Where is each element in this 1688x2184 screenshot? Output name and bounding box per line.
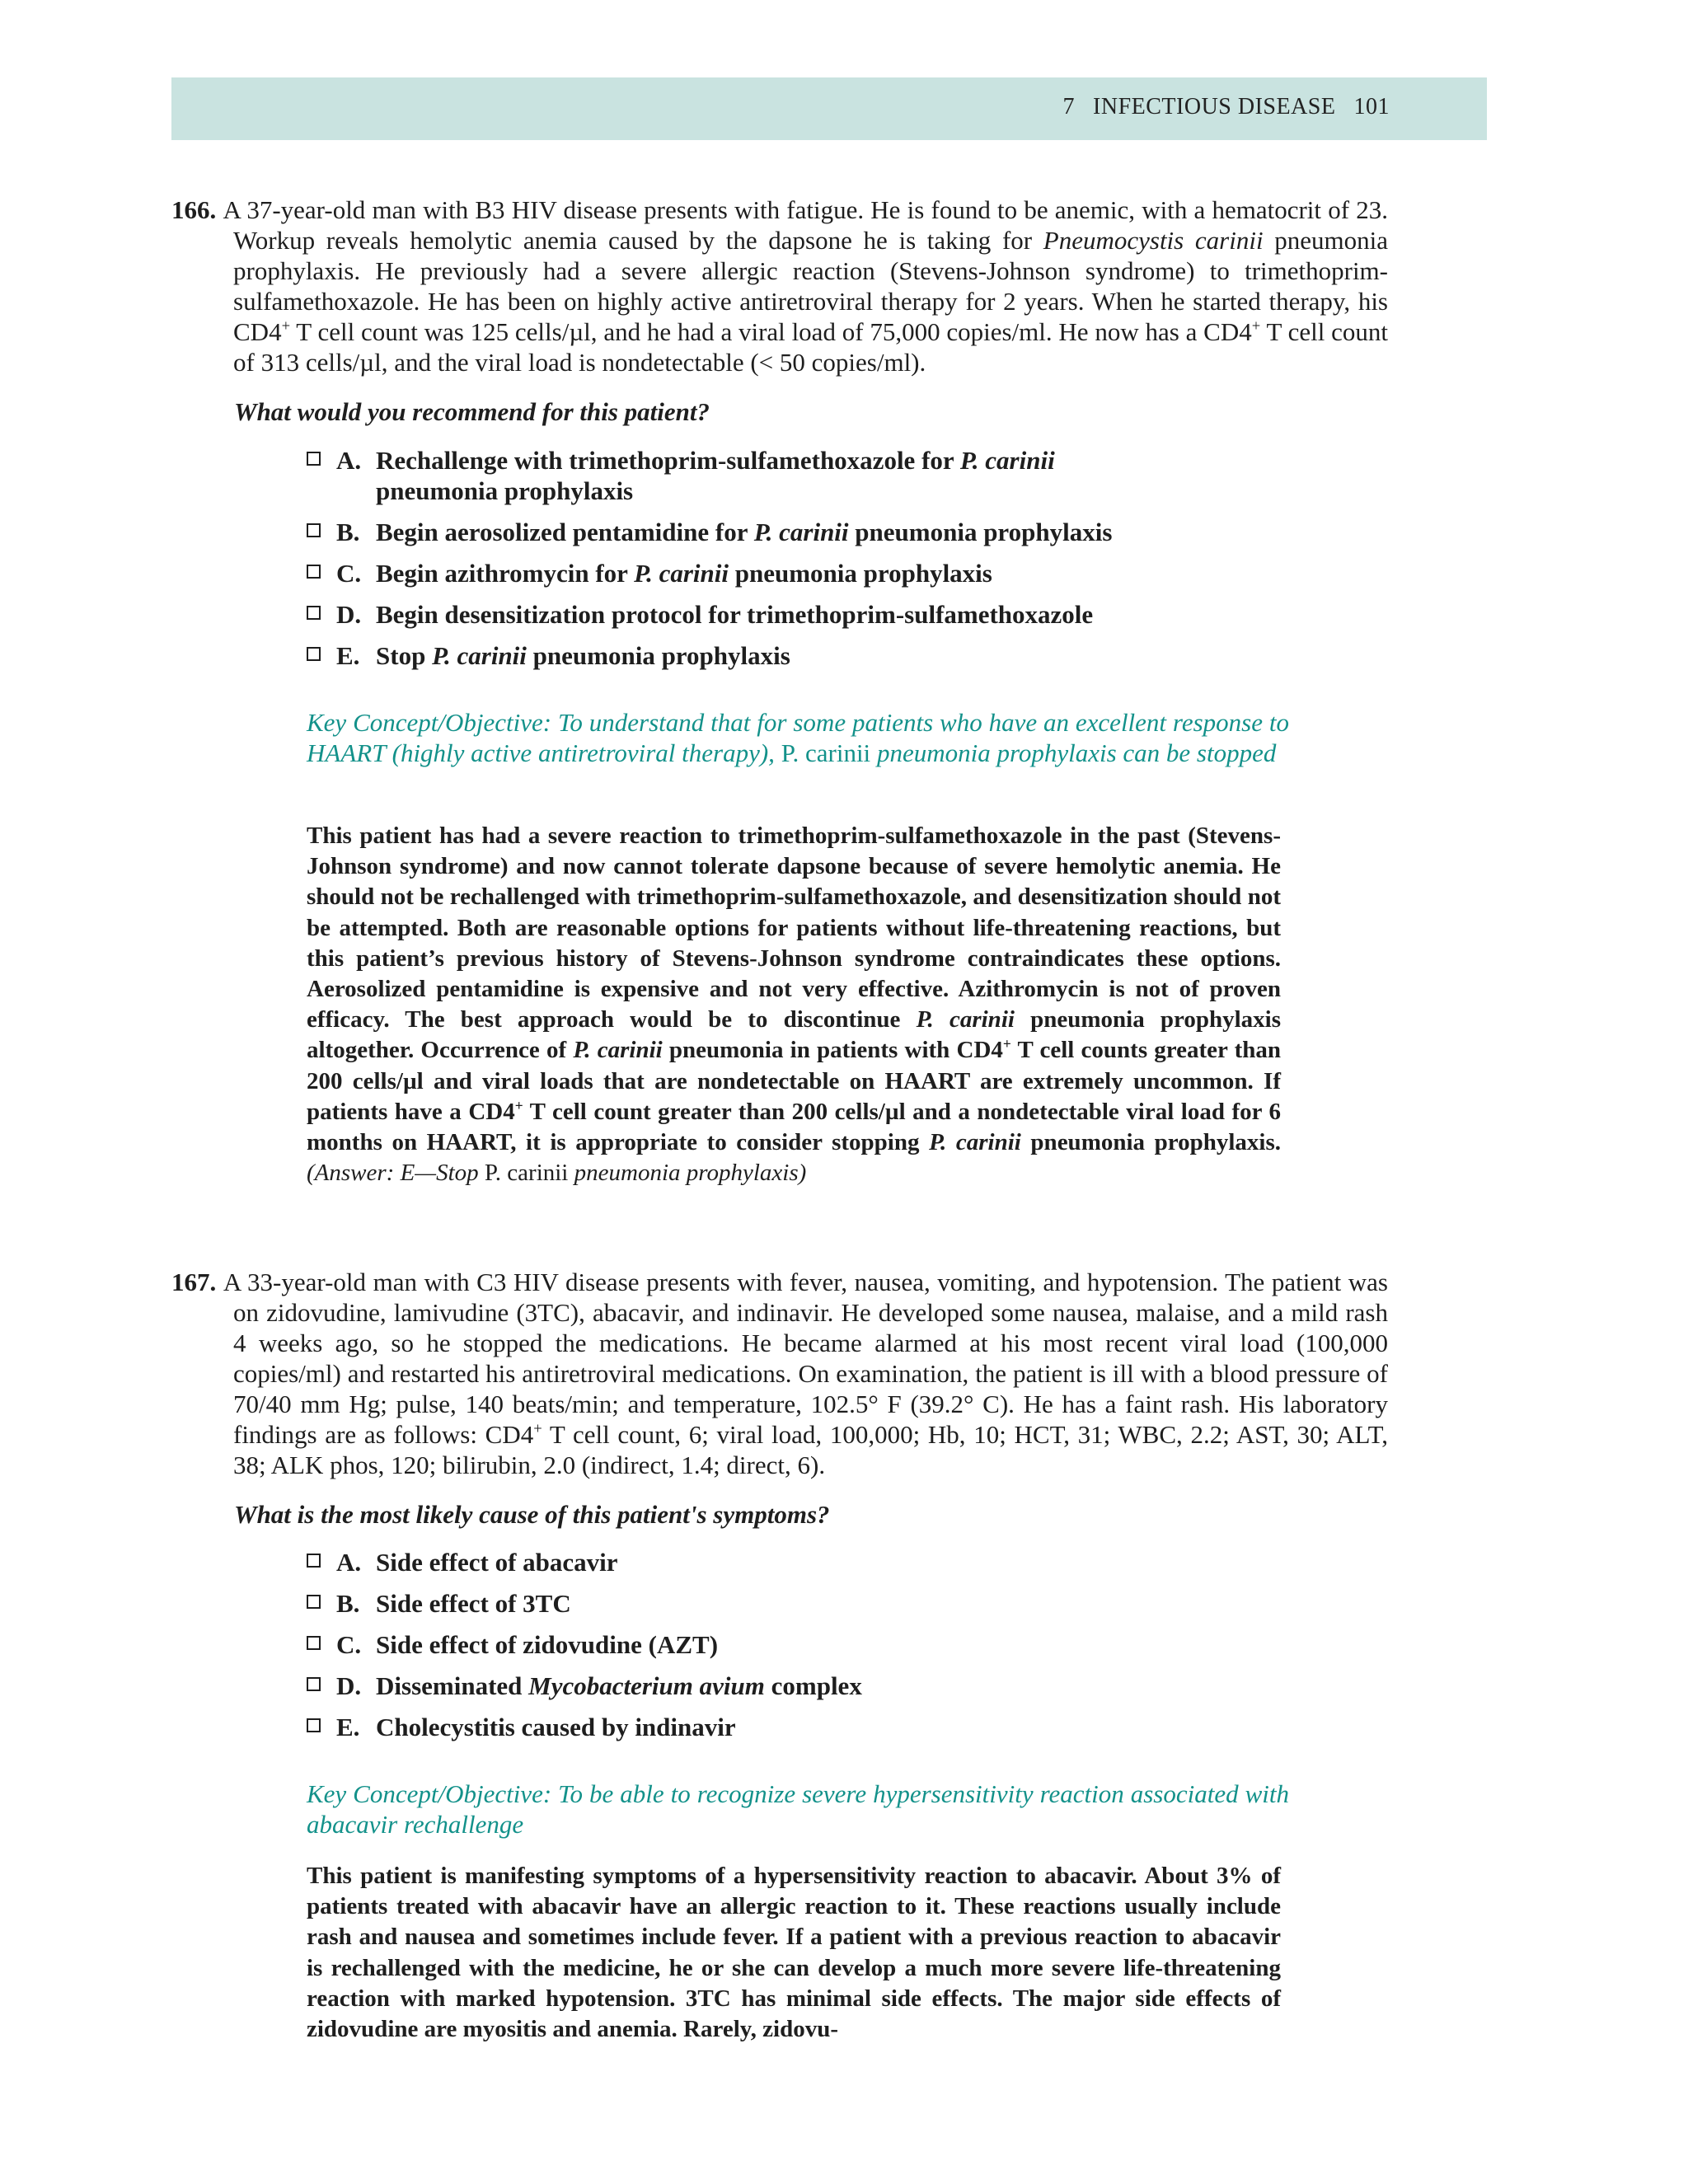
question-number: 167. xyxy=(171,1268,217,1296)
option-letter: C. xyxy=(336,1630,362,1659)
question-166-prompt: What would you recommend for this patient? xyxy=(234,397,710,426)
option-a[interactable] xyxy=(307,445,1254,506)
question-166-explanation xyxy=(307,821,1281,1188)
stem-text: A 37-year-old man with B3 HIV disease presents with fatigue. He is found to be anemic, with a hematocrit of 23. Workup reveals hemolytic anemia caused by the dapsone he is taking for xyxy=(223,195,1388,255)
stem-text: T cell count of 313 cells/µl, and the viral load is nondetectable (< 50 copies/ml). xyxy=(233,317,1388,377)
option-italic: P. carinii xyxy=(432,641,527,670)
option-text: Stop xyxy=(376,641,433,670)
question-166-options xyxy=(307,445,1254,671)
option-letter: D. xyxy=(336,1671,362,1700)
superscript: + xyxy=(1251,317,1261,335)
checkbox-icon[interactable] xyxy=(307,1718,321,1732)
page-number: 101 xyxy=(1353,94,1390,120)
option-text: pneumonia prophylaxis xyxy=(848,518,1113,546)
checkbox-icon[interactable] xyxy=(307,452,321,466)
explanation-text: This patient has had a severe reaction to trimethoprim-sulfamethoxazole in the past (Stevens-Johnson syndrome) and now cannot tolerate dapsone because of severe hemolytic anemia. He should not be rechallenged with trimethoprim-sulfamethoxazole, and desensitization should not be attempted. Both are reasonable options for patients without life-threatening reactions, but this patient’s previous history of Stevens-Johnson syndrome contraindicates these options. Aerosolized pentamidine is expensive and not very effective. Azithromycin is not of proven efficacy. The best approach would be to discontinue xyxy=(307,823,1281,1033)
header-text xyxy=(1063,94,1390,120)
superscript: + xyxy=(514,1097,523,1114)
superscript: + xyxy=(281,317,291,335)
question-number: 166. xyxy=(171,195,217,224)
explanation-italic: P. carinii xyxy=(929,1129,1021,1156)
question-166-stem xyxy=(171,194,1388,377)
question-167-key-concept: Key Concept/Objective: To be able to recognize severe hypersensitivity reaction associated with abacavir rechallenge xyxy=(307,1779,1289,1839)
option-letter: A. xyxy=(336,446,362,475)
checkbox-icon[interactable] xyxy=(307,647,321,661)
stem-text: T cell count, 6; viral load, 100,000; Hb, 10; HCT, 31; WBC, 2.2; AST, 30; ALT, 38; ALK phos, 120; bilirubin, 2.0 (indirect, 1.4; direct, 6). xyxy=(233,1420,1388,1479)
option-text: Side effect of zidovudine (AZT) xyxy=(376,1630,719,1659)
explanation-italic: P. carinii xyxy=(916,1006,1015,1033)
key-concept-text: pneumonia prophylaxis can be stopped xyxy=(870,738,1277,767)
option-text: Disseminated xyxy=(376,1671,529,1700)
option-text: pneumonia prophylaxis xyxy=(728,559,992,588)
chapter-number: 7 xyxy=(1062,94,1076,120)
option-letter: E. xyxy=(336,641,360,670)
option-b[interactable] xyxy=(307,1588,1254,1619)
superscript: + xyxy=(533,1420,542,1438)
option-letter: D. xyxy=(336,600,362,629)
answer-upright: P. carinii xyxy=(484,1160,569,1187)
option-italic: P. carinii xyxy=(959,446,1055,475)
checkbox-icon[interactable] xyxy=(307,606,321,620)
option-text: Begin desensitization protocol for trimethoprim-sulfamethoxazole xyxy=(376,600,1094,629)
explanation-text: pneumonia prophylaxis altogether. Occurrence of xyxy=(307,1006,1282,1064)
option-letter: B. xyxy=(336,518,360,546)
option-e[interactable] xyxy=(307,640,1254,671)
checkbox-icon[interactable] xyxy=(307,1595,321,1609)
explanation-italic: P. carinii xyxy=(573,1037,663,1064)
option-letter: C. xyxy=(336,559,362,588)
option-c[interactable] xyxy=(307,558,1254,588)
stem-text: T cell count was 125 cells/µl, and he had a viral load of 75,000 copies/ml. He now has a CD4 xyxy=(290,317,1252,346)
option-letter: A. xyxy=(336,1548,362,1577)
stem-text: A 33-year-old man with C3 HIV disease presents with fever, nausea, vomiting, and hypotension. The patient was on zidovudine, lamivudine (3TC), abacavir, and indinavir. He developed some nausea, malaise, and a mild rash 4 weeks ago, so he stopped the medications. He became alarmed at his most recent viral load (100,000 copies/ml) and restarted his antiretroviral medications. On examination, the patient is ill with a blood pressure of 70/40 mm Hg; pulse, 140 beats/min; and temperature, 102.5° F (39.2° C). He has a faint rash. His laboratory findings are as follows: CD4 xyxy=(223,1268,1388,1449)
question-167-stem xyxy=(171,1267,1388,1480)
option-letter: E. xyxy=(336,1713,360,1741)
explanation-text: pneumonia in patients with CD4 xyxy=(662,1037,1003,1064)
option-italic: Mycobacterium avium xyxy=(528,1671,765,1700)
question-167-options xyxy=(307,1547,1254,1742)
option-c[interactable] xyxy=(307,1629,1254,1660)
answer-text: pneumonia prophylaxis) xyxy=(568,1160,807,1187)
option-d[interactable] xyxy=(307,599,1254,630)
explanation-text: pneumonia prophylaxis. xyxy=(1020,1129,1282,1156)
answer-text: (Answer: E—Stop xyxy=(307,1160,485,1187)
explanation-text: T cell counts greater than 200 cells/µl and viral loads that are nondetectable on HAART are extremely uncommon. If patients have a CD4 xyxy=(307,1037,1281,1125)
option-text: pneumonia prophylaxis xyxy=(376,476,634,505)
option-e[interactable] xyxy=(307,1712,1254,1742)
running-header xyxy=(171,77,1487,140)
option-text: Cholecystitis caused by indinavir xyxy=(376,1713,736,1741)
answer-line xyxy=(307,1160,806,1186)
checkbox-icon[interactable] xyxy=(307,1554,321,1568)
question-166-key-concept xyxy=(307,707,1289,768)
checkbox-icon[interactable] xyxy=(307,1677,321,1691)
key-concept-text: Key Concept/Objective: To understand that for some patients who have an excellent response to HAART (highly active antiretroviral therapy), xyxy=(307,708,1289,767)
question-167-prompt: What is the most likely cause of this patient's symptoms? xyxy=(234,1500,830,1529)
checkbox-icon[interactable] xyxy=(307,1636,321,1650)
option-text: Rechallenge with trimethoprim-sulfamethoxazole for xyxy=(376,446,960,475)
option-d[interactable] xyxy=(307,1671,1254,1701)
superscript: + xyxy=(1002,1035,1011,1052)
checkbox-icon[interactable] xyxy=(307,523,321,537)
explanation-text: T cell count greater than 200 cells/µl and a nondetectable viral load for 6 months on HAART, it is appropriate to consider stopping xyxy=(307,1098,1282,1156)
option-a[interactable] xyxy=(307,1547,1254,1577)
option-text: pneumonia prophylaxis xyxy=(526,641,790,670)
option-italic: P. carinii xyxy=(753,518,849,546)
option-text: Side effect of 3TC xyxy=(376,1589,571,1618)
option-b[interactable] xyxy=(307,517,1254,547)
stem-italic: Pneumocystis carinii xyxy=(1043,226,1264,255)
stem-text: pneumonia prophylaxis. He previously had a severe allergic reaction (Stevens-Johnson syndrome) to trimethoprim-sulfamethoxazole. He has been on highly active antiretroviral therapy for 2 years. When he started therapy, his CD4 xyxy=(233,226,1388,346)
option-italic: P. carinii xyxy=(634,559,729,588)
option-letter: B. xyxy=(336,1589,360,1618)
option-text: Begin aerosolized pentamidine for xyxy=(376,518,754,546)
key-concept-upright: P. carinii xyxy=(781,738,871,767)
option-text: Side effect of abacavir xyxy=(376,1548,618,1577)
option-text: complex xyxy=(764,1671,862,1700)
option-text: Begin azithromycin for xyxy=(376,559,635,588)
question-167-explanation: This patient is manifesting symptoms of a hypersensitivity reaction to abacavir. About 3% of patients treated with abacavir have an allergic reaction to it. These reactions usually include rash and nausea and sometimes include fever. If a patient with a previous reaction to abacavir is rechallenged with the medicine, he or she can develop a much more severe life-threatening reaction with marked hypotension. 3TC has minimal side effects. The major side effects of zidovudine are myositis and anemia. Rarely, zidovu- xyxy=(307,1863,1281,2043)
chapter-title: INFECTIOUS DISEASE xyxy=(1093,94,1336,120)
checkbox-icon[interactable] xyxy=(307,565,321,579)
